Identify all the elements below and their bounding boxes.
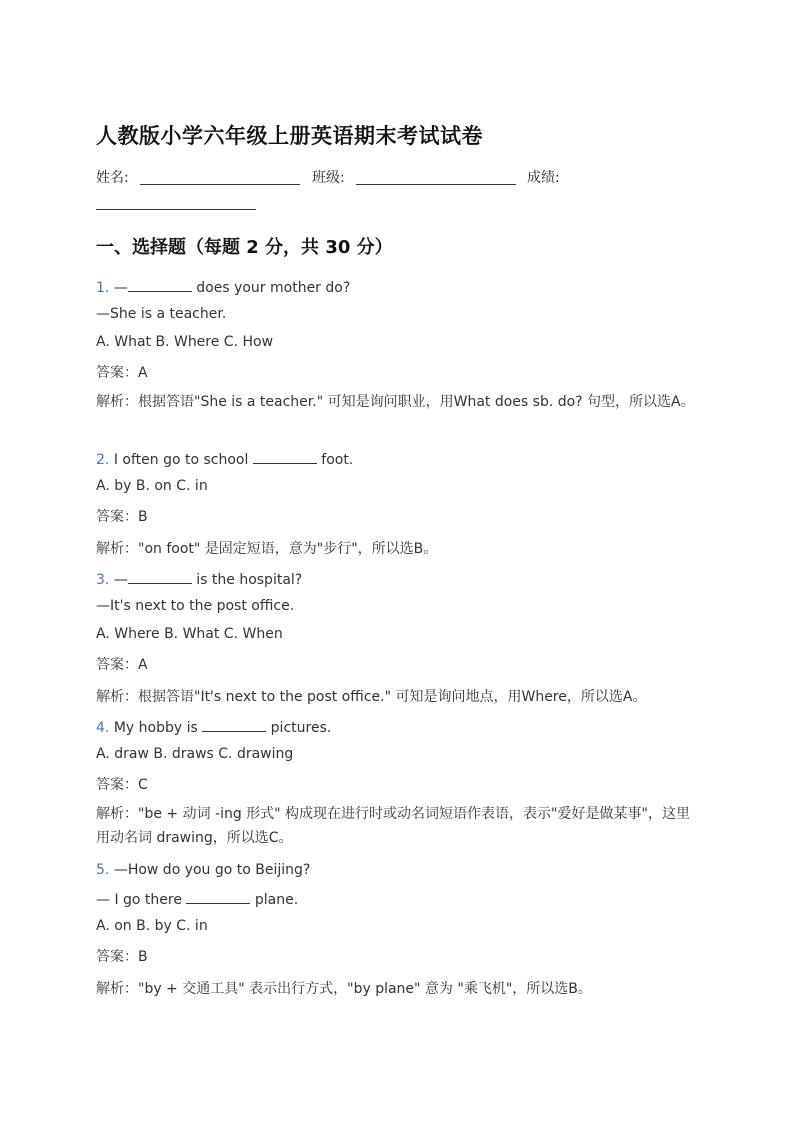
question-1-reply: —She is a teacher. <box>96 306 227 322</box>
class-blank <box>356 184 516 185</box>
answer-blank <box>202 718 266 732</box>
class-label: 班级: <box>312 170 345 186</box>
question-1-explanation: 解析：根据答语"She is a teacher." 可知是询问职业，用What does sb. do? 句型，所以选A。 <box>96 394 695 410</box>
question-2-explanation: 解析："on foot" 是固定短语，意为"步行"，所以选B。 <box>96 541 438 557</box>
question-prefix: My hobby is <box>113 720 203 736</box>
name-label: 姓名: <box>96 170 129 186</box>
question-prefix: — <box>113 572 128 588</box>
question-suffix: is the hospital? <box>191 572 303 588</box>
score-label: 成绩: <box>527 170 560 186</box>
question-3-reply: —It's next to the post office. <box>96 598 295 614</box>
question-prefix: I often go to school <box>113 452 253 468</box>
question-1-answer: 答案：A <box>96 365 148 381</box>
question-4-explanation: 解析："be + 动词 -ing 形式" 构成现在进行时或动名词短语作表语，表示"爱好是做某事"，这里用动名词 drawing，所以选C。 <box>96 806 690 846</box>
answer-blank <box>128 570 192 584</box>
question-3-options: A. Where B. What C. When <box>96 626 283 642</box>
question-prefix: — <box>113 280 128 296</box>
answer-blank <box>253 450 317 464</box>
question-number: 1. <box>96 280 110 296</box>
page-title: 人教版小学六年级上册英语期末考试试卷 <box>96 124 483 148</box>
question-number: 2. <box>96 452 110 468</box>
question-1 <box>96 278 350 296</box>
reply-suffix: plane. <box>250 892 299 908</box>
question-2-options: A. by B. on C. in <box>96 478 208 494</box>
reply-prefix: — I go there <box>96 892 187 908</box>
score-blank <box>96 209 256 210</box>
question-5-options: A. on B. by C. in <box>96 918 208 934</box>
question-suffix: pictures. <box>266 720 332 736</box>
question-number: 4. <box>96 720 110 736</box>
name-blank <box>140 184 300 185</box>
question-5-reply <box>96 890 298 908</box>
question-number: 3. <box>96 572 110 588</box>
question-4-options: A. draw B. draws C. drawing <box>96 746 294 762</box>
question-suffix: foot. <box>316 452 354 468</box>
section-title: 一、选择题（每题 2 分，共 30 分） <box>96 237 393 258</box>
answer-blank <box>186 890 250 904</box>
question-5 <box>96 862 310 878</box>
question-prefix: —How do you go to Beijing? <box>113 862 311 878</box>
question-3 <box>96 570 302 588</box>
answer-blank <box>128 278 192 292</box>
question-3-answer: 答案：A <box>96 657 148 673</box>
question-3-explanation: 解析：根据答语"It's next to the post office." 可知是询问地点，用Where，所以选A。 <box>96 689 647 705</box>
question-4 <box>96 718 331 736</box>
question-5-answer: 答案：B <box>96 949 148 965</box>
question-2-answer: 答案：B <box>96 509 148 525</box>
question-suffix: does your mother do? <box>191 280 351 296</box>
question-5-explanation: 解析："by + 交通工具" 表示出行方式，"by plane" 意为 "乘飞机"，所以选B。 <box>96 981 592 997</box>
question-number: 5. <box>96 862 110 878</box>
question-2 <box>96 450 353 468</box>
question-1-options: A. What B. Where C. How <box>96 334 274 350</box>
question-4-answer: 答案：C <box>96 777 148 793</box>
